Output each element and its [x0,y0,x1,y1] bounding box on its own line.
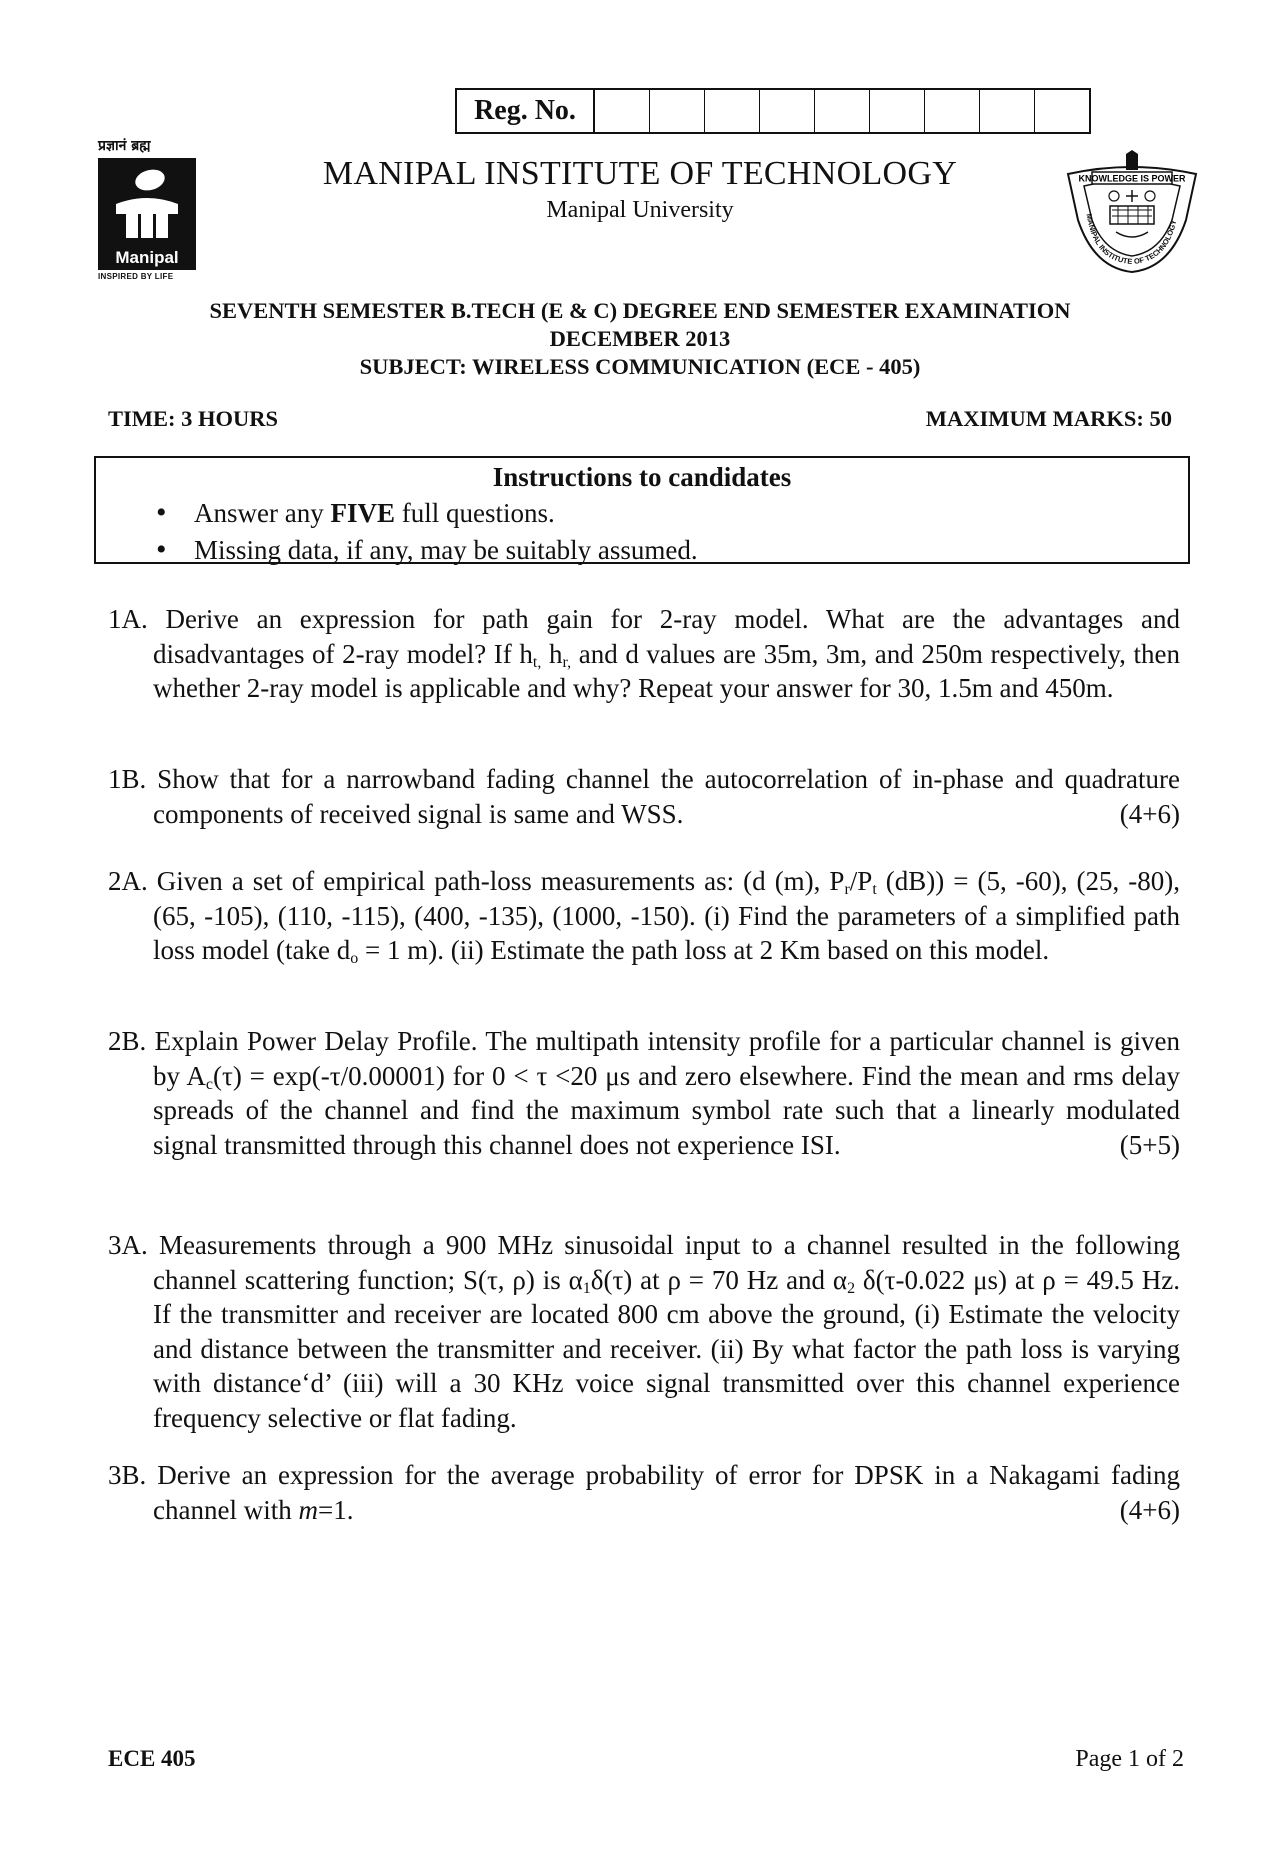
reg-no-cell [870,90,925,132]
reg-no-cell [705,90,760,132]
question-3a: 3A. Measurements through a 900 MHz sinusoidal input to a channel resulted in the following channel scattering function; S(τ, ρ) is $\alpha_1\delta(\tau)$ at ρ = 70 Hz and $\alpha_2$ δ(τ-0.022 μs) at ρ = 49.5 Hz. If the transmitter and receiver are located 800 cm above the ground, (i) Estimate the velocity and distance between the transmitter and receiver. (ii) By what factor the path loss is varying with distance‘d’ (iii) will a 30 KHz voice signal transmitted over this channel experience frequency selective or flat fading. [108,1230,1181,1433]
logo-name: Manipal [115,248,179,267]
reg-no-box [455,88,1091,134]
question-number: 1B. [108,764,147,794]
reg-no-cell [650,90,705,132]
seal-ring-text: MANIPAL INSTITUTE OF TECHNOLOGY [1084,212,1179,267]
logo-tagline: INSPIRED BY LIFE [98,272,174,281]
instructions-list [156,498,698,572]
institute-name: MANIPAL INSTITUTE OF TECHNOLOGY [322,155,958,192]
question-number: 2B. [108,1026,147,1056]
footer-page-number: Page 1 of 2 [1075,1746,1184,1772]
reg-no-cell [1035,90,1089,132]
footer-course-code: ECE 405 [108,1746,196,1771]
reg-no-label: Reg. No. [457,90,595,132]
exam-subject: SUBJECT: WIRELESS COMMUNICATION (ECE - 405) [359,354,921,379]
exam-time: TIME: 3 HOURS [108,406,279,431]
question-2a: 2A. Given a set of empirical path-loss measurements as: (d (m), $P_r/P_t$ (dB)) = (5, -60), (25, -80), (65, -105), (110, -115), (400, -135), (1000, -150). (i) Find the parameters of a simplified path loss model (take $d_o = 1$ m). (ii) Estimate the path loss at 2 Km based on this model. [108,866,1180,967]
reg-no-cell [595,90,650,132]
exam-max-marks: MAXIMUM MARKS: 50 [925,406,1172,431]
instruction-item: • Answer any FIVE full questions. [156,498,698,535]
seal-icon [1062,150,1202,275]
question-number: 3A. [108,1230,148,1260]
question-number: 3B. [108,1460,147,1490]
university-name: Manipal University [546,197,734,223]
exam-title: SEVENTH SEMESTER B.TECH (E & C) DEGREE END SEMESTER EXAMINATION [209,298,1071,323]
question-marks: (4+6) [1119,1494,1180,1525]
question-marks: (4+6) [1119,798,1180,829]
question-1a: 1A. Derive an expression for path gain for 2-ray model. What are the advantages and disadvantages of 2-ray model? If $h_{t,}$ $h_{r,}$ and d values are 35m, 3m, and 250m respectively, then whether 2-ray model is applicable and why? Repeat your answer for 30, 1.5m and 450m. [108,604,1181,703]
institute-seal [1062,150,1202,275]
logo-motto: प्रज्ञानं ब्रह्म [98,138,151,154]
reg-no-cell [925,90,980,132]
reg-no-cell [815,90,870,132]
instructions-box [94,456,1190,564]
question-number: 2A. [108,866,148,896]
instructions-title: Instructions to candidates [492,462,792,492]
question-number: 1A. [108,604,148,634]
exam-date: DECEMBER 2013 [549,326,731,351]
question-2b: 2B. Explain Power Delay Profile. The multipath intensity profile for a particular channel is given by $A_c(\tau) = \exp(-\tau/0.00001)$ for 0 < τ <20 μs and zero elsewhere. Find the mean and rms delay spreads of the channel and find the maximum symbol rate such that a linearly modulated signal transmitted through this channel does not experience ISI. (5+5) [108,1024,1180,1162]
question-marks: (5+5) [1119,1129,1180,1160]
question-1b: 1B. Show that for a narrowband fading channel the autocorrelation of in-phase and quadrature components of received signal is same and WSS. (4+6) [108,762,1180,831]
reg-no-cell [980,90,1035,132]
question-3b: 3B. Derive an expression for the average probability of error for DPSK in a Nakagami fading channel with m=1. (4+6) [108,1458,1180,1527]
instruction-item: • Missing data, if any, may be suitably assumed. [156,535,698,572]
reg-no-cell [760,90,815,132]
seal-motto: KNOWLEDGE IS POWER [1078,173,1186,184]
